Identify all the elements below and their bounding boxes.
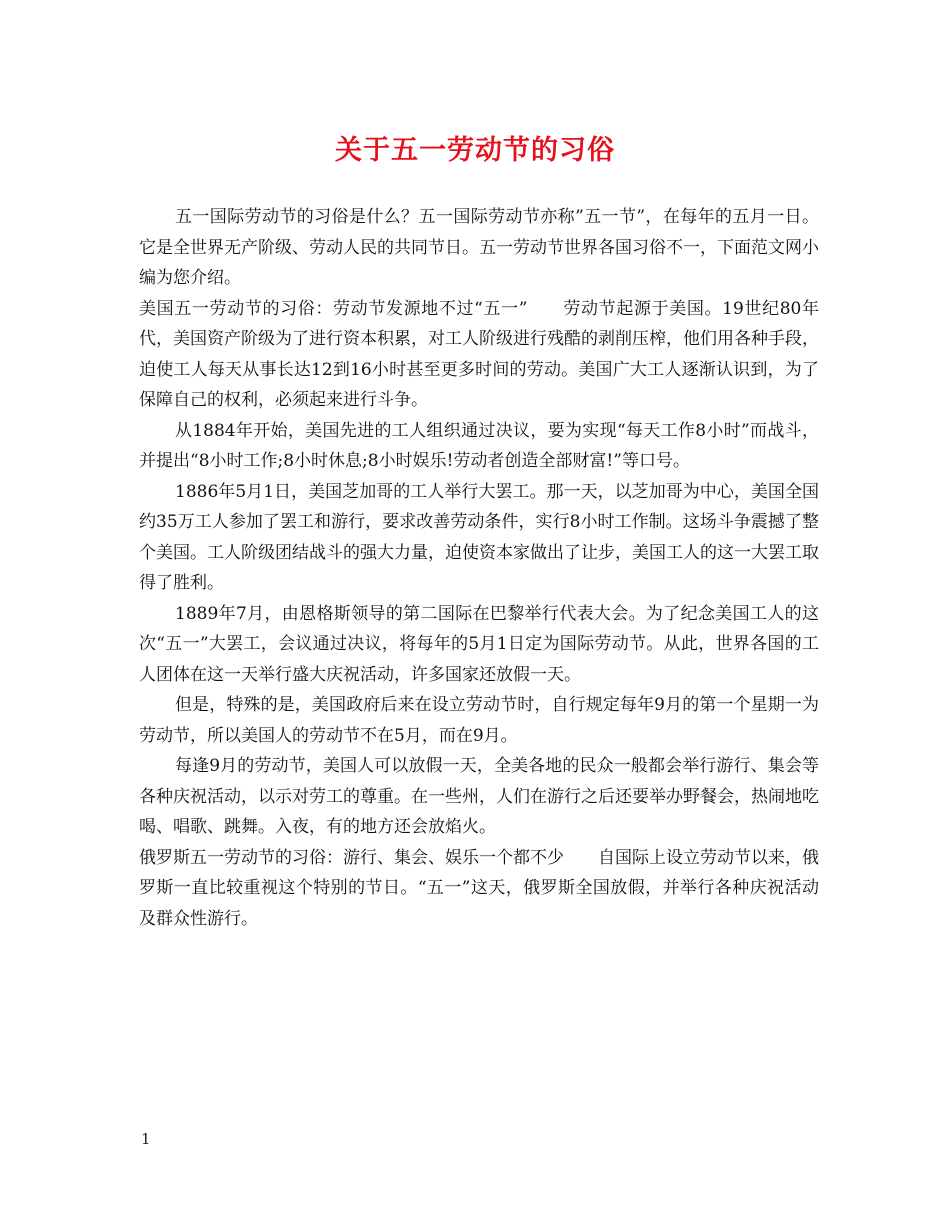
page-number: 1 (141, 1130, 151, 1148)
paragraph-intro: 五一国际劳动节的习俗是什么？五一国际劳动节亦称”五一节”，在每年的五月一日。它是全世界无产阶级、劳动人民的共同节日。五一劳动节世界各国习俗不一，下面范文网小编为您介绍。 (139, 207, 819, 288)
paragraph-celebrations: 每逢9月的劳动节，美国人可以放假一天，全美各地的民众一般都会举行游行、集会等各种庆祝活动，以示对劳工的尊重。在一些州，人们在游行之后还要举办野餐会，热闹地吃喝、唱歌、跳舞。入夜，有的地方还会放焰火。 (139, 756, 819, 837)
paragraph-russia-customs: 俄罗斯五一劳动节的习俗：游行、集会、娱乐一个都不少 自国际上设立劳动节以来，俄罗斯一直比较重视这个特别的节日。“五一”这天，俄罗斯全国放假，并举行各种庆祝活动及群众性游行。 (139, 847, 819, 929)
paragraph-september: 但是，特殊的是，美国政府后来在设立劳动节时，自行规定每年9月的第一个星期一为劳动节，所以美国人的劳动节不在5月，而在9月。 (139, 695, 819, 746)
document-body (139, 202, 819, 934)
document-title: 关于五一劳动节的习俗 (335, 135, 615, 166)
paragraph-usa-customs: 美国五一劳动节的习俗：劳动节发源地不过“五一” 劳动节起源于美国。19世纪80年代，美国资产阶级为了进行资本积累，对工人阶级进行残酷的剥削压榨，他们用各种手段，迫使工人每天从事长达12到16小时甚至更多时间的劳动。美国广大工人逐渐认识到，为了保障自己的权利，必须起来进行斗争。 (139, 298, 819, 410)
paragraph-1889: 1889年7月，由恩格斯领导的第二国际在巴黎举行代表大会。为了纪念美国工人的这次“五一”大罢工，会议通过决议，将每年的5月1日定为国际劳动节。从此，世界各国的工人团体在这一天举行盛大庆祝活动，许多国家还放假一天。 (139, 603, 819, 685)
paragraph-1886: 1886年5月1日，美国芝加哥的工人举行大罢工。那一天，以芝加哥为中心，美国全国约35万工人参加了罢工和游行，要求改善劳动条件，实行8小时工作制。这场斗争震撼了整个美国。工人阶级团结战斗的强大力量，迫使资本家做出了让步，美国工人的这一大罢工取得了胜利。 (139, 481, 819, 593)
paragraph-1884: 从1884年开始，美国先进的工人组织通过决议，要为实现“每天工作8小时”而战斗，并提出“8小时工作;8小时休息;8小时娱乐!劳动者创造全部财富!”等口号。 (139, 420, 819, 471)
